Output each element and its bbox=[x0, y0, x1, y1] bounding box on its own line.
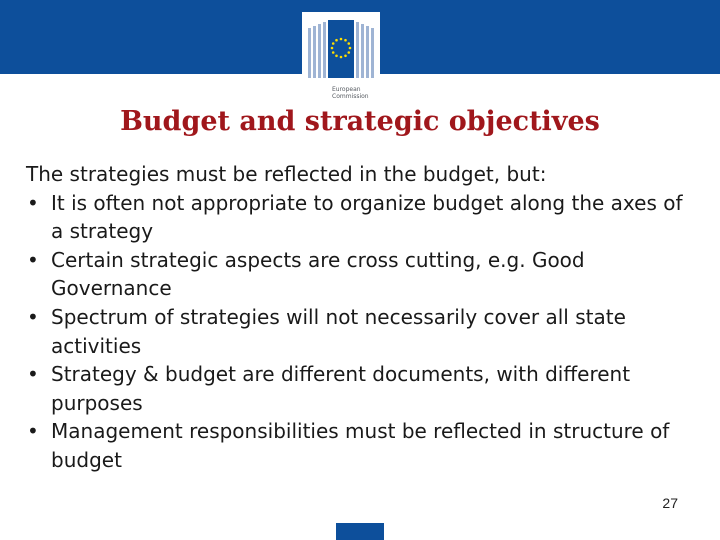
eu-star-icon bbox=[347, 42, 350, 45]
bullet-text: Management responsibilities must be reflected in structure of budget bbox=[51, 419, 670, 472]
bullet-item bbox=[26, 246, 698, 303]
bullet-list bbox=[26, 189, 698, 475]
eu-star-icon bbox=[344, 54, 347, 57]
eu-star-icon bbox=[347, 51, 350, 54]
page-number: 27 bbox=[662, 495, 678, 511]
slide-body bbox=[26, 160, 698, 475]
logo-text-line-1: European bbox=[332, 86, 361, 93]
eu-star-icon bbox=[335, 39, 338, 42]
logo-wordmark bbox=[332, 86, 380, 100]
berlaymont-building-icon bbox=[302, 12, 380, 84]
bullet-text: Strategy & budget are different documents, with different purposes bbox=[51, 362, 631, 415]
bullet-text: Spectrum of strategies will not necessarily cover all state activities bbox=[51, 304, 626, 358]
eu-star-icon bbox=[332, 51, 335, 54]
bullet-text: It is often not appropriate to organize budget along the axes of a strategy bbox=[51, 190, 683, 244]
bullet-text: Certain strategic aspects are cross cutting, e.g. Good Governance bbox=[51, 247, 585, 301]
bullet-icon: • bbox=[27, 304, 39, 329]
eu-star-icon bbox=[340, 38, 343, 41]
eu-star-icon bbox=[344, 39, 347, 42]
bullet-icon: • bbox=[27, 247, 39, 272]
eu-star-icon bbox=[349, 47, 352, 50]
eu-star-icon bbox=[331, 47, 334, 50]
logo-text-line-2: Commission bbox=[332, 93, 369, 100]
slide-title: Budget and strategic objectives bbox=[120, 106, 600, 137]
bullet-item bbox=[26, 189, 698, 246]
bullet-item bbox=[26, 303, 698, 360]
eu-star-icon bbox=[335, 54, 338, 57]
bullet-item bbox=[26, 417, 698, 474]
footer-bar bbox=[336, 523, 384, 540]
bullet-icon: • bbox=[27, 362, 39, 387]
bullet-icon: • bbox=[27, 190, 39, 215]
bullet-icon: • bbox=[27, 419, 39, 444]
bullet-item bbox=[26, 360, 698, 417]
eu-star-icon bbox=[332, 42, 335, 45]
intro-text: The strategies must be reflected in the budget, but: bbox=[26, 162, 547, 186]
european-commission-logo bbox=[302, 12, 380, 98]
eu-star-icon bbox=[340, 56, 343, 59]
